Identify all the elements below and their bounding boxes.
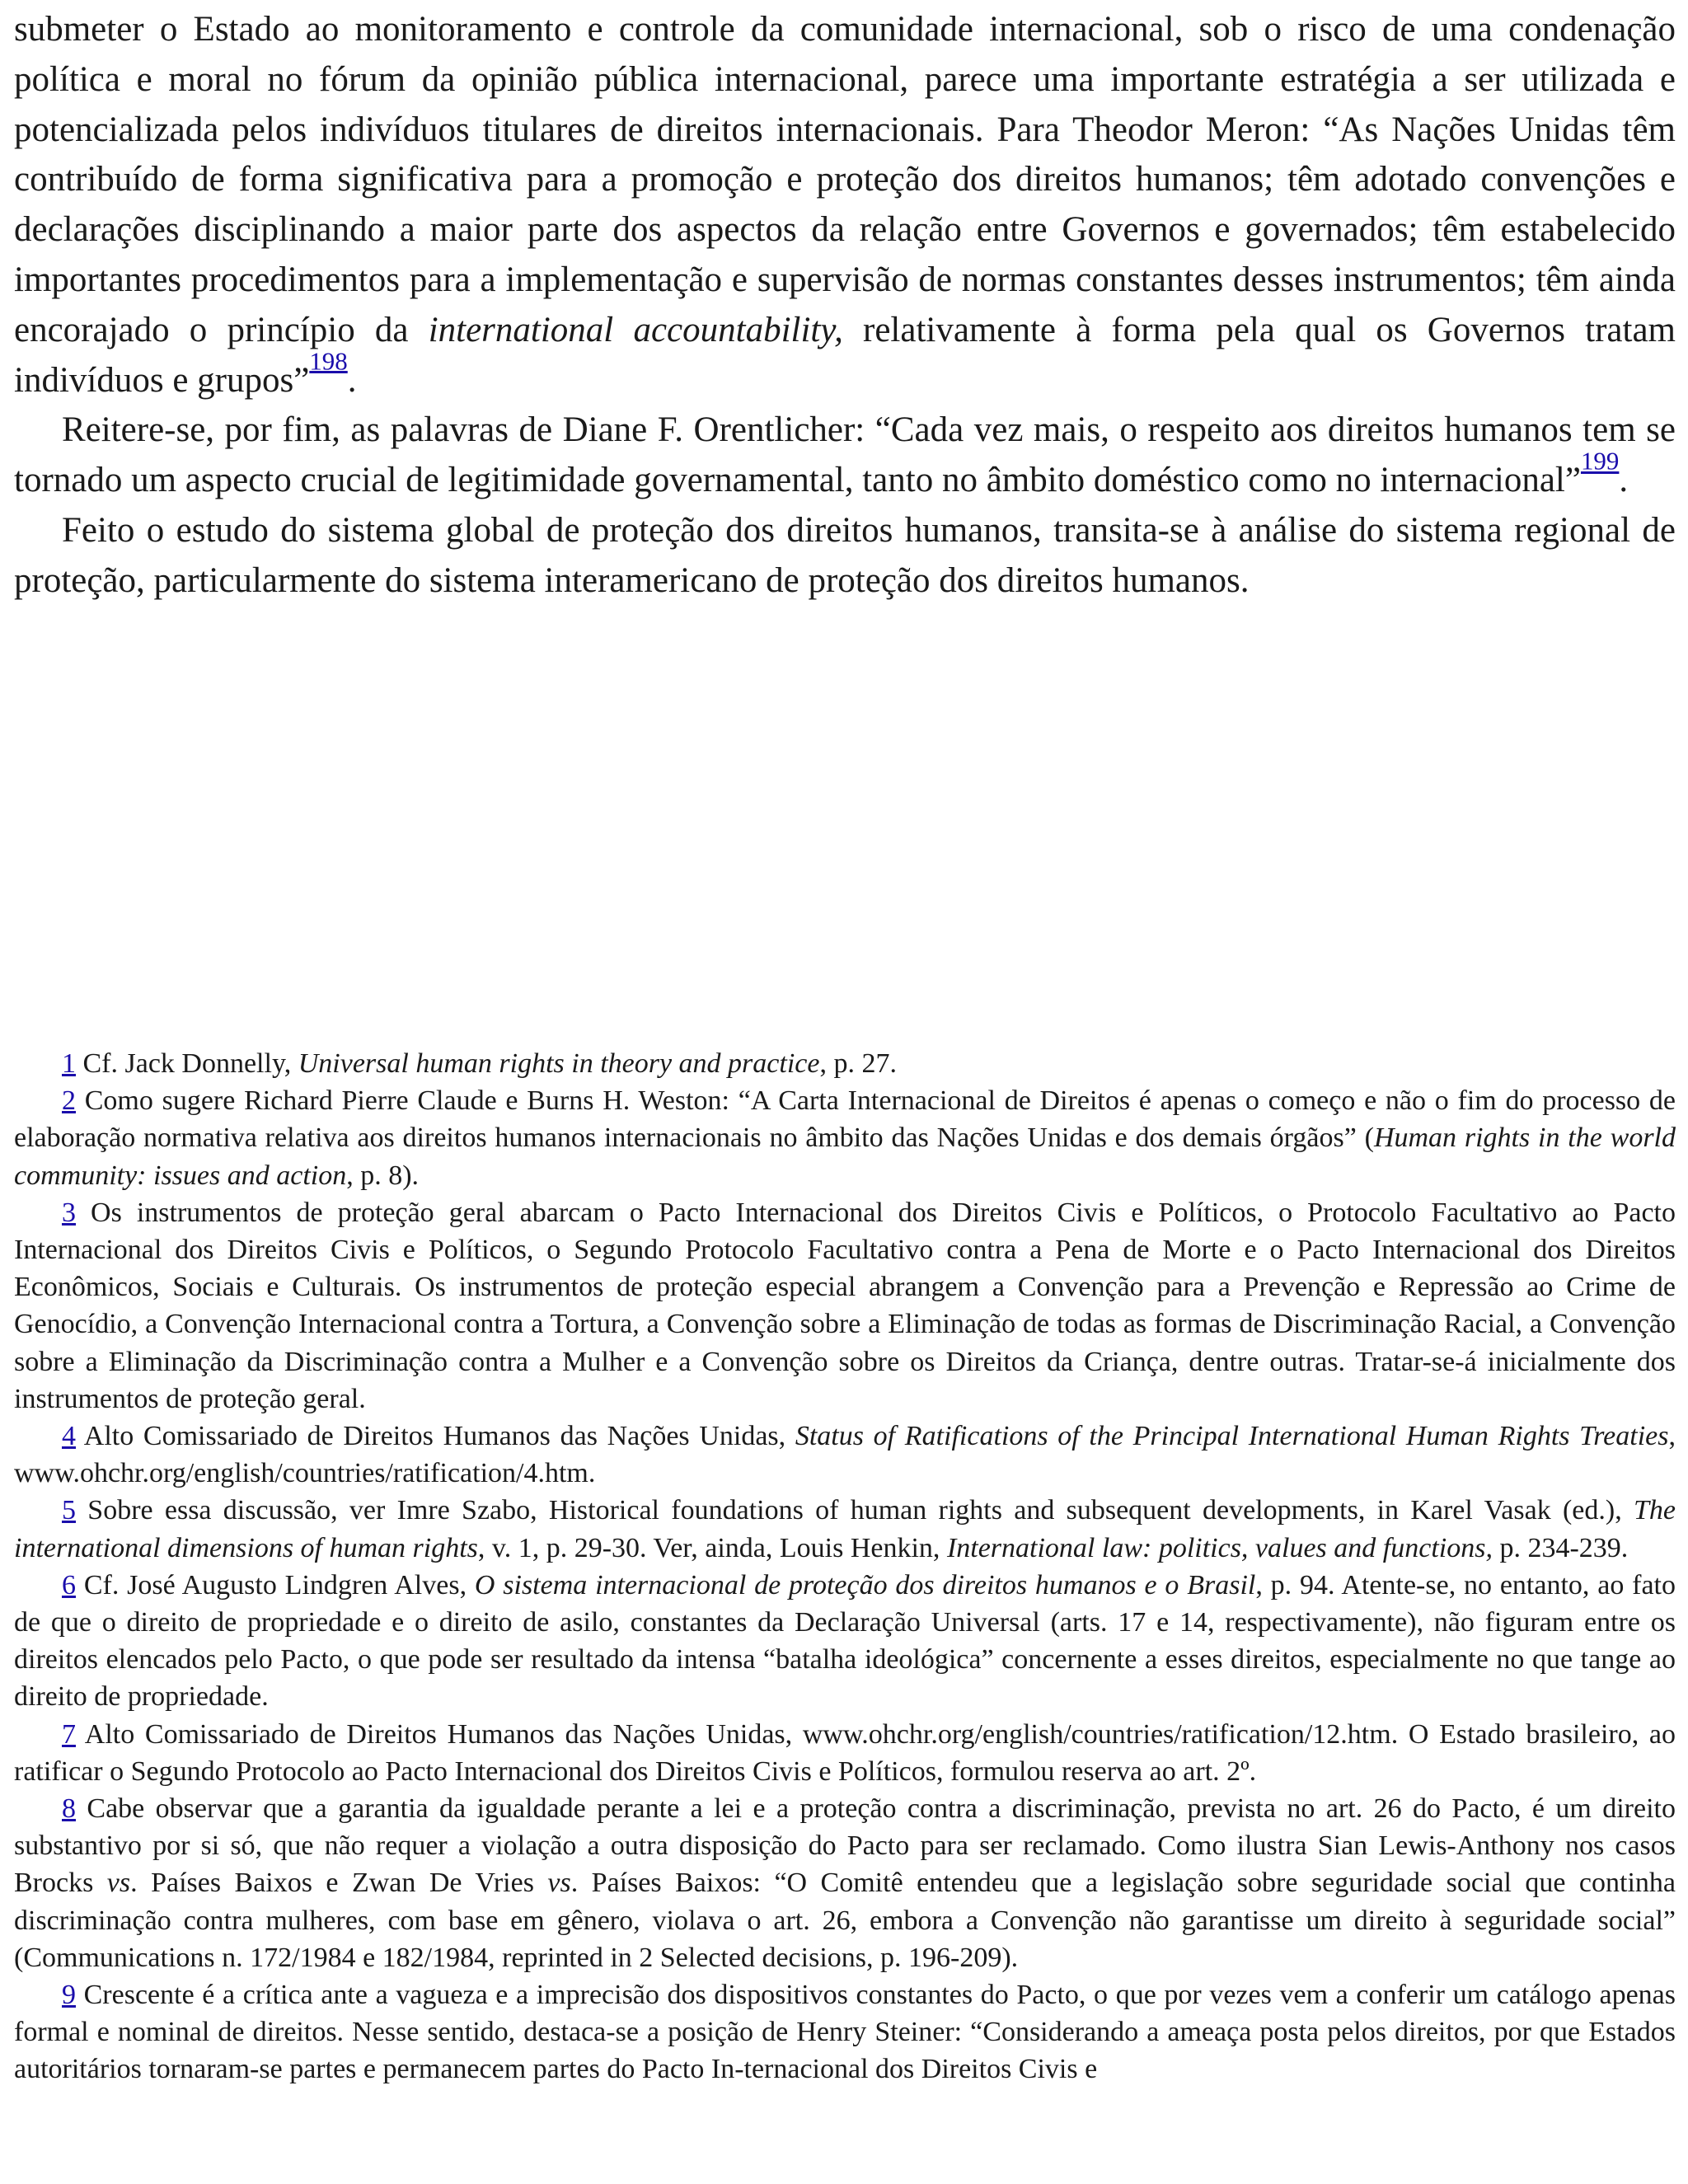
footnote-text: Os instrumentos de proteção geral abarcam o Pacto Internacional dos Direitos Civis e Políticos, o Protocolo Facultativo ao Pacto Internacional dos Direitos Civis e Políticos, o Segundo Protocolo Facultativo contra a Pena de Morte e o Pacto Internacional dos Direitos Econômicos, Sociais e Culturais. Os instrumentos de proteção especial abrangem a Convenção para a Prevenção e Repressão ao Crime de Genocídio, a Convenção Internacional contra a Tortura, a Convenção sobre a Eliminação de todas as formas de Discriminação Racial, a Convenção sobre a Eliminação da Discriminação contra a Mulher e a Convenção sobre os Direitos da Criança, dentre outras. Tratar-se-á inicialmente dos instrumentos de proteção geral. — [14, 1197, 1676, 1414]
footnote-title: Status of Ratifications of the Principal International Human Rights Treaties — [795, 1421, 1669, 1452]
paragraph-text: . — [1619, 461, 1629, 500]
footnotes — [14, 1045, 1676, 2088]
footnote-backlink-1[interactable]: 1 — [62, 1048, 76, 1079]
footnote-text: Sobre essa discussão, ver Imre Szabo, Historical foundations of human rights and subsequent developments, in Karel Vasak (ed.), — [76, 1495, 1634, 1526]
footnote-title: O sistema internacional de proteção dos direitos humanos e o Brasil — [474, 1569, 1256, 1601]
footnote-text: Cabe observar que a garantia da igualdade perante a lei e a proteção contra a discriminação, prevista no art. 26 do Pacto, é um direito substantivo por si só, que não requer a violação a outra disposição do Pacto para ser reclamado. Como ilustra Sian Lewis-Anthony nos casos Brocks — [14, 1793, 1676, 1899]
main-text — [14, 5, 1676, 607]
footnote-backlink-3[interactable]: 3 — [62, 1197, 76, 1228]
footnote-backlink-6[interactable]: 6 — [62, 1569, 76, 1601]
footnote-backlink-7[interactable]: 7 — [62, 1718, 76, 1750]
footnote — [14, 1790, 1676, 1976]
footnote-text: , www.ohchr.org/english/countries/ratification/4.htm. — [14, 1421, 1676, 1489]
footnote-backlink-2[interactable]: 2 — [62, 1085, 76, 1117]
footnote — [14, 1716, 1676, 1790]
footnote-italic: vs — [547, 1868, 571, 1899]
paragraph-text: Reitere-se, por fim, as palavras de Diane F. Orentlicher: “Cada vez mais, o respeito aos direitos humanos tem se tornado um aspecto crucial de legitimidade governamental, tanto no âmbito doméstico como no internacional” — [14, 410, 1676, 500]
footnote-link-199[interactable]: 199 — [1580, 446, 1620, 476]
footnote-text: Crescente é a crítica ante a vagueza e a imprecisão dos dispositivos constantes do Pacto, o que por vezes vem a conferir um catálogo apenas formal e nominal de direitos. Nesse sentido, destaca-se a posição de Henry Steiner: “Considerando a ameaça posta pelos direitos, por que Estados autoritários tornaram-se partes e permanecem partes do Pacto In-ternacional dos Direitos Civis e — [14, 1980, 1676, 2085]
footnote — [14, 1418, 1676, 1492]
footnote-text: Cf. Jack Donnelly, — [76, 1048, 298, 1079]
footnote-backlink-5[interactable]: 5 — [62, 1495, 76, 1526]
footnote-text: , p. 27. — [819, 1048, 897, 1079]
footnote-text: , v. 1, p. 29-30. Ver, ainda, Louis Henkin, — [477, 1532, 947, 1563]
footnote-backlink-9[interactable]: 9 — [62, 1980, 76, 2011]
footnote-text: . Países Baixos e Zwan De Vries — [130, 1868, 548, 1899]
paragraph-text: . — [347, 360, 357, 400]
footnote-title: International law: politics, values and functions, — [946, 1532, 1493, 1563]
footnote-backlink-8[interactable]: 8 — [62, 1793, 76, 1825]
footnote-link-198[interactable]: 198 — [309, 346, 348, 376]
footnote — [14, 1045, 1676, 1082]
footnote-title: Universal human rights in theory and practice — [298, 1048, 820, 1079]
paragraph-text: relativamente à forma pela qual os Governos tratam indivíduos e grupos” — [14, 310, 1676, 400]
footnote-text: Como sugere Richard Pierre Claude e Burns H. Weston: “A Carta Internacional de Direitos é apenas o começo e não o fim do processo de elaboração normativa relativa aos direitos humanos internacionais no âmbito das Nações Unidas e dos demais órgãos” ( — [14, 1085, 1676, 1154]
footnote-text: p. 234-239. — [1492, 1532, 1629, 1563]
footnote-title: The international dimensions of human rights — [14, 1495, 1676, 1563]
footnote-text: . Países Baixos: “O Comitê entendeu que a legislação sobre seguridade social que continha discriminação contra mulheres, com base em gênero, violava o art. 26, embora a Convenção não garantisse um direito à seguridade social” (Communications n. 172/1984 e 182/1984, reprinted in 2 Selected decisions, p. 196-209). — [14, 1868, 1676, 1973]
paragraph: Feito o estudo do sistema global de proteção dos direitos humanos, transita-se à análise do sistema regional de proteção, particularmente do sistema interamericano de proteção dos direitos humanos. — [14, 510, 1676, 600]
footnote-text: Alto Comissariado de Direitos Humanos das Nações Unidas, — [76, 1421, 795, 1452]
paragraph — [14, 5, 1676, 405]
footnote-italic: vs — [106, 1868, 131, 1899]
footnote — [14, 1194, 1676, 1418]
paragraph-text: submeter o Estado ao monitoramento e controle da comunidade internacional, sob o risco de uma condenação política e moral no fórum da opinião pública internacional, parece uma importante estratégia a ser utilizada e potencializada pelos indivíduos titulares de direitos internacionais. Para Theodor Meron: “As Nações Unidas têm contribuído de forma significativa para a promoção e proteção dos direitos humanos; têm adotado convenções e declarações disciplinando a maior parte dos aspectos da relação entre Governos e governados; têm estabelecido importantes procedimentos para a implementação e supervisão de normas constantes desses instrumentos; têm ainda encorajado o princípio da — [14, 10, 1676, 349]
footnote — [14, 1976, 1676, 2088]
italic-term: international accountability, — [428, 310, 843, 349]
footnote — [14, 1492, 1676, 1566]
footnote — [14, 1567, 1676, 1716]
footnote-text: , p. 8). — [346, 1160, 420, 1191]
footnote — [14, 1082, 1676, 1194]
paragraph — [14, 405, 1676, 506]
footnote-title: Human rights in the world community: issues and action — [14, 1122, 1676, 1191]
footnote-text: Alto Comissariado de Direitos Humanos das Nações Unidas, www.ohchr.org/english/countries/ratification/12.htm. O Estado brasileiro, ao ratificar o Segundo Protocolo ao Pacto Internacional dos Direitos Civis e Políticos, formulou reserva ao art. 2º. — [14, 1718, 1676, 1787]
footnote-text: Cf. José Augusto Lindgren Alves, — [76, 1569, 475, 1601]
footnote-text: , p. 94. Atente-se, no entanto, ao fato de que o direito de propriedade e o direito de asilo, constantes da Declaração Universal (arts. 17 e 14, respectivamente), não figuram entre os direitos elencados pelo Pacto, o que pode ser resultado da intensa “batalha ideológica” concernente a esses direitos, especialmente no que tange ao direito de propriedade. — [14, 1569, 1676, 1713]
footnote-backlink-4[interactable]: 4 — [62, 1421, 76, 1452]
